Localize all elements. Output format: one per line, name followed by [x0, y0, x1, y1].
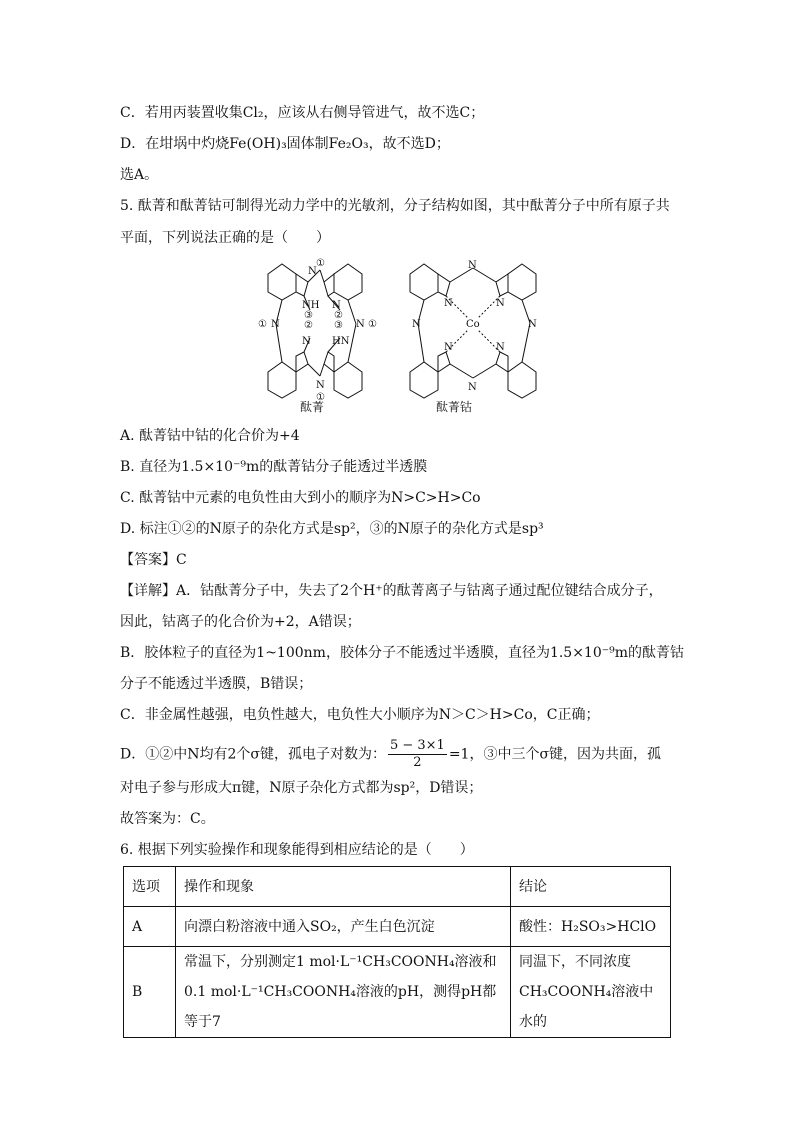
label-n: N: [316, 380, 325, 391]
option-c: C. 酞菁钴中元素的电负性由大到小的顺序为N>C>H>Co: [120, 490, 481, 506]
caption-cobalt-phthalocyanine: 酞菁钴: [436, 400, 473, 414]
label-circle-2: ②: [304, 320, 313, 331]
fraction-denominator: 2: [413, 755, 422, 770]
question-6: 6. 根据下列实验操作和现象能得到相应结论的是（ ）: [120, 842, 474, 858]
table-cell-conclusion: 同温下，不同浓度CH₃COONH₄溶液中水的: [511, 947, 671, 1038]
explanation-line-6-pre: D．①②中N均有2个σ键，孤电子对数为：: [120, 746, 386, 763]
table-header-cell: 操作和现象: [176, 867, 511, 907]
explanation-line-1: 【详解】A．钴酞菁分子中，失去了2个H⁺的酞菁离子与钴离子通过配位键结合成分子，: [120, 583, 663, 599]
line-select-prev: 选A。: [120, 167, 159, 183]
label-nh: NH: [302, 300, 320, 311]
label-n: N: [468, 382, 477, 393]
label-n: N: [444, 342, 453, 353]
line-d-prev: D．在坩埚中灼烧Fe(OH)₃固体制Fe₂O₃，故不选D；: [120, 136, 450, 152]
label-n: N: [332, 300, 341, 311]
explanation-line-6: [120, 738, 661, 771]
table-row: [124, 907, 671, 947]
label-n: N: [356, 319, 365, 330]
explanation-line-6-post: =1，③中三个σ键，因为共面，孤: [448, 746, 662, 763]
label-co: Co: [466, 319, 480, 330]
explanation-line-5: C．非金属性越强，电负性越大，电负性大小顺序为N＞C＞H>Co，C正确；: [120, 707, 600, 723]
explanation-line-2: 因此，钴离子的化合价为+2，A错误；: [120, 614, 361, 630]
label-circle-1: ①: [316, 392, 325, 403]
explanation-line-8: 故答案为：C。: [120, 811, 215, 827]
option-a: A. 酞菁钴中钴的化合价为+4: [120, 428, 300, 444]
caption-phthalocyanine: 酞菁: [300, 400, 325, 414]
label-circle-1: ①: [316, 258, 325, 269]
table-cell-key: B: [124, 947, 176, 1038]
label-hn: HN: [332, 336, 350, 347]
table-cell-operation: 向漂白粉溶液中通入SO₂，产生白色沉淀: [176, 907, 511, 947]
table-cell-key: A: [124, 907, 176, 947]
question-5-line-1: 5. 酞菁和酞菁钴可制得光动力学中的光敏剂，分子结构如图，其中酞菁分子中所有原子共: [120, 198, 670, 214]
label-n: N: [444, 298, 453, 309]
phthalocyanine-structure: [268, 264, 362, 398]
explanation-line-7: 对电子参与形成大π键，N原子杂化方式都为sp²，D错误；: [120, 780, 483, 796]
table-header-cell: 选项: [124, 867, 176, 907]
table-cell-operation: 常温下，分别测定1 mol·L⁻¹CH₃COONH₄溶液和0.1 mol·L⁻¹CH₃COONH₄溶液的pH，测得pH都等于7: [176, 947, 511, 1038]
label-n: N: [302, 336, 311, 347]
table-header-cell: 结论: [511, 867, 671, 907]
label-n: N: [496, 298, 505, 309]
label-circle-1: ①: [368, 319, 377, 330]
lone-pair-fraction: [388, 738, 447, 771]
explanation-line-4: 分子不能透过半透膜，B错误；: [120, 676, 313, 692]
explanation-line-3: B．胶体粒子的直径为1~100nm，胶体分子不能透过半透膜，直径为1.5×10⁻⁹m的酞菁钴: [120, 645, 685, 661]
label-n: N: [496, 342, 505, 353]
label-n: N: [412, 319, 421, 330]
cobalt-phthalocyanine-structure: [410, 264, 536, 398]
option-d: D. 标注①②的N原子的杂化方式是sp²，③的N原子的杂化方式是sp³: [120, 521, 544, 537]
answer-line: 【答案】C: [120, 552, 187, 568]
molecule-figure: [258, 252, 558, 422]
label-circle-2: ②: [334, 310, 343, 321]
line-c-prev: C．若用丙装置收集Cl₂，应该从右侧导管进气，故不选C；: [120, 105, 485, 121]
table-header-row: [124, 867, 671, 907]
label-n: N: [528, 319, 537, 330]
label-circle-3: ③: [304, 310, 313, 321]
table-cell-conclusion: 酸性：H₂SO₃>HClO: [511, 907, 671, 947]
label-circle-3: ③: [334, 320, 343, 331]
table-row: [124, 947, 671, 1038]
fraction-numerator: 5 − 3×1: [389, 738, 445, 753]
option-b: B. 直径为1.5×10⁻⁹m的酞菁钴分子能透过半透膜: [120, 459, 428, 475]
question-5-line-2: 平面，下列说法正确的是（ ）: [120, 230, 330, 246]
label-n: N: [468, 260, 477, 271]
label-n: N: [308, 266, 317, 277]
label-circle-1: ①: [258, 319, 267, 330]
experiment-table: [123, 866, 671, 1038]
label-n: N: [271, 319, 280, 330]
